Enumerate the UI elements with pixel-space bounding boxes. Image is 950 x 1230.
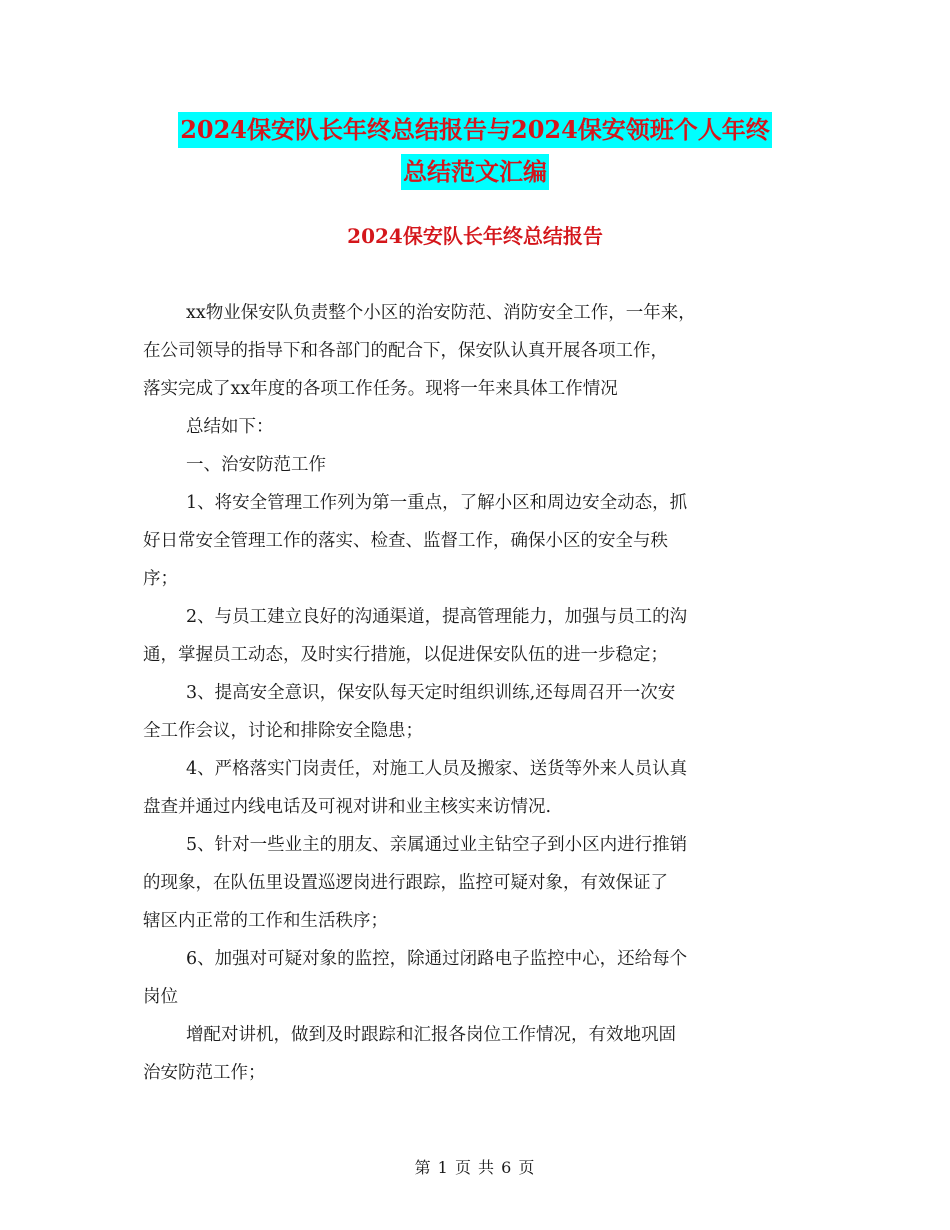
body-line: 的现象，在队伍里设置巡逻岗进行跟踪，监控可疑对象，有效保证了: [143, 873, 668, 893]
body-line: 6、加强对可疑对象的监控，除通过闭路电子监控中心，还给每个: [186, 949, 688, 969]
body-line: 2、与员工建立良好的沟通渠道，提高管理能力，加强与员工的沟: [186, 607, 688, 627]
body-line: 一、治安防范工作: [186, 455, 326, 475]
body-line: 通，掌握员工动态，及时实行措施，以促进保安队伍的进一步稳定；: [143, 645, 668, 665]
body-line: 5、针对一些业主的朋友、亲属通过业主钻空子到小区内进行推销: [186, 835, 688, 855]
body-line: 4、严格落实门岗责任，对施工人员及搬家、送货等外来人员认真: [186, 759, 688, 779]
body-line: 全工作会议，讨论和排除安全隐患；: [143, 721, 423, 741]
body-line: 辖区内正常的工作和生活秩序；: [143, 911, 388, 931]
body-line: 岗位: [143, 987, 178, 1007]
body-line: 治安防范工作；: [143, 1063, 266, 1083]
page-footer: 第 1 页 共 6 页: [414, 1158, 536, 1177]
body-line: 总结如下：: [186, 417, 274, 437]
body-line: 增配对讲机，做到及时跟踪和汇报各岗位工作情况，有效地巩固: [186, 1025, 676, 1045]
body-line: xx物业保安队负责整个小区的治安防范、消防安全工作，一年来，: [186, 303, 696, 323]
title-line-1: 2024保安队长年终总结报告与2024保安领班个人年终: [178, 112, 772, 148]
body-line: 落实完成了xx年度的各项工作任务。现将一年来具体工作情况: [143, 379, 618, 399]
title-line-2: 总结范文汇编: [401, 154, 549, 190]
body-line: 在公司领导的指导下和各部门的配合下，保安队认真开展各项工作，: [143, 341, 668, 361]
section-title: 2024保安队长年终总结报告: [347, 224, 603, 248]
document-title: [0, 112, 950, 196]
body-text: [143, 294, 823, 1092]
body-line: 好日常安全管理工作的落实、检查、监督工作，确保小区的安全与秩: [143, 531, 668, 551]
body-line: 序；: [143, 569, 178, 589]
body-line: 盘查并通过内线电话及可视对讲和业主核实来访情况.: [143, 797, 552, 817]
body-line: 3、提高安全意识，保安队每天定时组织训练,还每周召开一次安: [186, 683, 676, 703]
body-line: 1、将安全管理工作列为第一重点，了解小区和周边安全动态，抓: [186, 493, 688, 513]
